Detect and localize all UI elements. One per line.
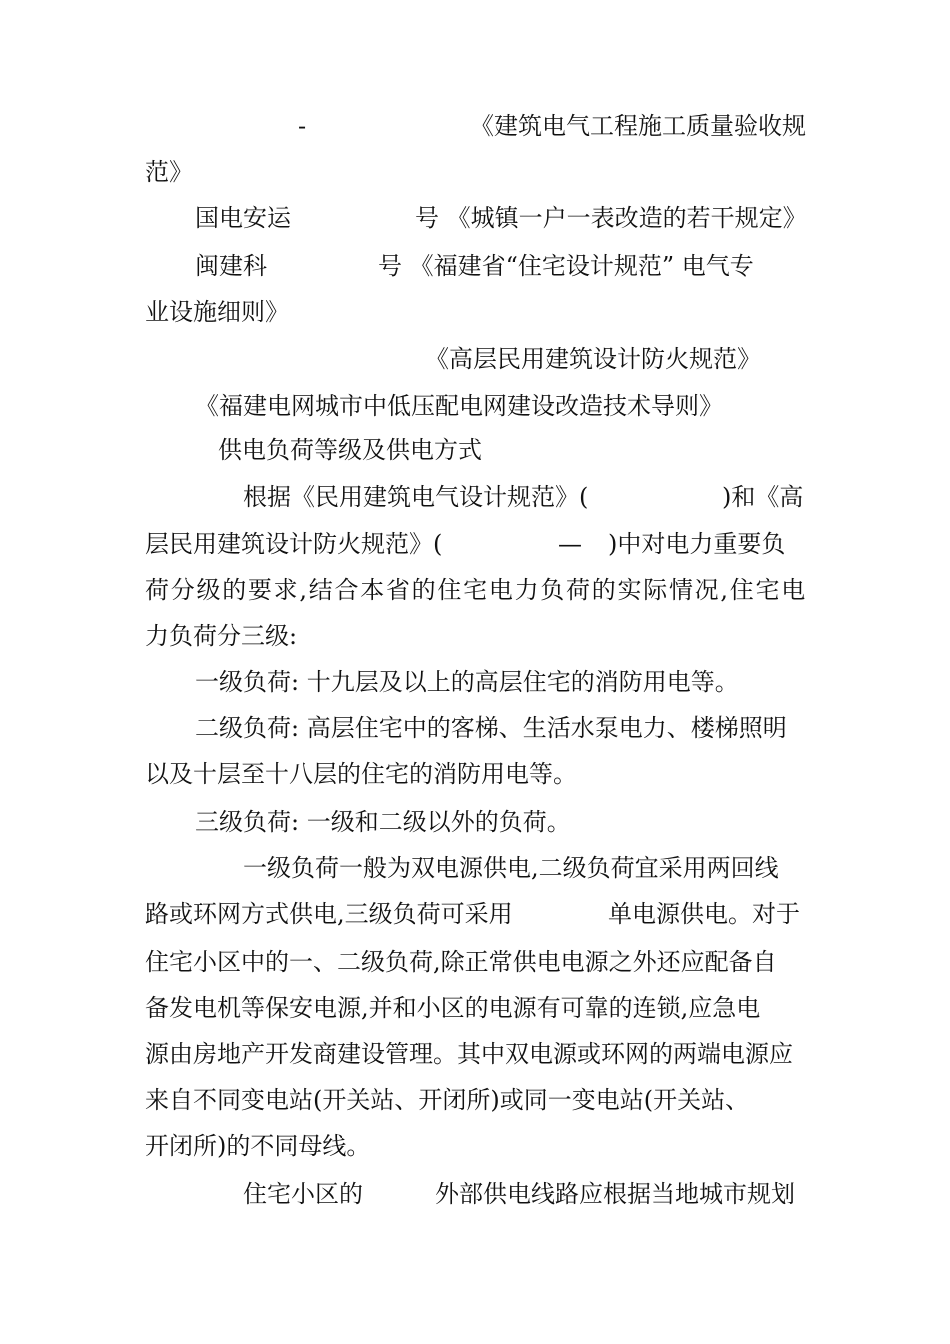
text-line: 单电源供电。对于 xyxy=(608,900,800,928)
text-line: 号 《福建省“住宅设计规范” 电气专 xyxy=(378,252,754,280)
text-line: 力负荷分三级: xyxy=(145,622,298,650)
text-line: )和《高 xyxy=(722,483,804,511)
text-line: 二级负荷: 高层住宅中的客梯、生活水泵电力、楼梯照明 xyxy=(195,714,787,742)
text-line: 三级负荷: 一级和二级以外的负荷。 xyxy=(195,808,571,836)
text-line: 国电安运 xyxy=(195,204,291,232)
text-line: 《福建电网城市中低压配电网建设改造技术导则》 xyxy=(195,392,723,420)
text-line: 来自不同变电站(开关站、开闭所)或同一变电站(开关站、 xyxy=(145,1086,750,1114)
text-line: 以及十层至十八层的住宅的消防用电等。 xyxy=(145,760,577,788)
text-line: 住宅小区中的一、二级负荷,除正常供电电源之外还应配备自 xyxy=(145,948,777,976)
text-line: 一级负荷: 十九层及以上的高层住宅的消防用电等。 xyxy=(195,668,739,696)
text-line: 《建筑电气工程施工质量验收规 xyxy=(470,112,806,140)
text-line-content: 荷分级的要求,结合本省的住宅电力负荷的实际情况,住宅电 xyxy=(145,576,807,604)
text-line xyxy=(145,568,805,612)
text-line: 路或环网方式供电,三级负荷可采用 xyxy=(145,900,513,928)
text-line: 层民用建筑设计防火规范》( xyxy=(145,530,443,558)
text-line: 源由房地产开发商建设管理。其中双电源或环网的两端电源应 xyxy=(145,1040,793,1068)
text-line: — xyxy=(558,530,582,558)
text-line: 外部供电线路应根据当地城市规划 xyxy=(435,1180,795,1208)
section-heading: 供电负荷等级及供电方式 xyxy=(218,436,482,464)
text-line: - xyxy=(298,112,307,140)
text-line: 范》 xyxy=(145,158,193,186)
text-line: 闽建科 xyxy=(195,252,267,280)
text-line: 一级负荷一般为双电源供电,二级负荷宜采用两回线 xyxy=(243,854,779,882)
text-line: 业设施细则》 xyxy=(145,298,289,326)
text-line: 根据《民用建筑电气设计规范》( xyxy=(243,483,589,511)
text-line: )中对电力重要负 xyxy=(608,530,786,558)
text-line: 住宅小区的 xyxy=(243,1180,363,1208)
text-line: 《高层民用建筑设计防火规范》 xyxy=(425,345,761,373)
text-line: 备发电机等保安电源,并和小区的电源有可靠的连锁,应急电 xyxy=(145,994,761,1022)
text-line: 号 《城镇一户一表改造的若干规定》 xyxy=(415,204,807,232)
text-line: 开闭所)的不同母线。 xyxy=(145,1132,371,1160)
